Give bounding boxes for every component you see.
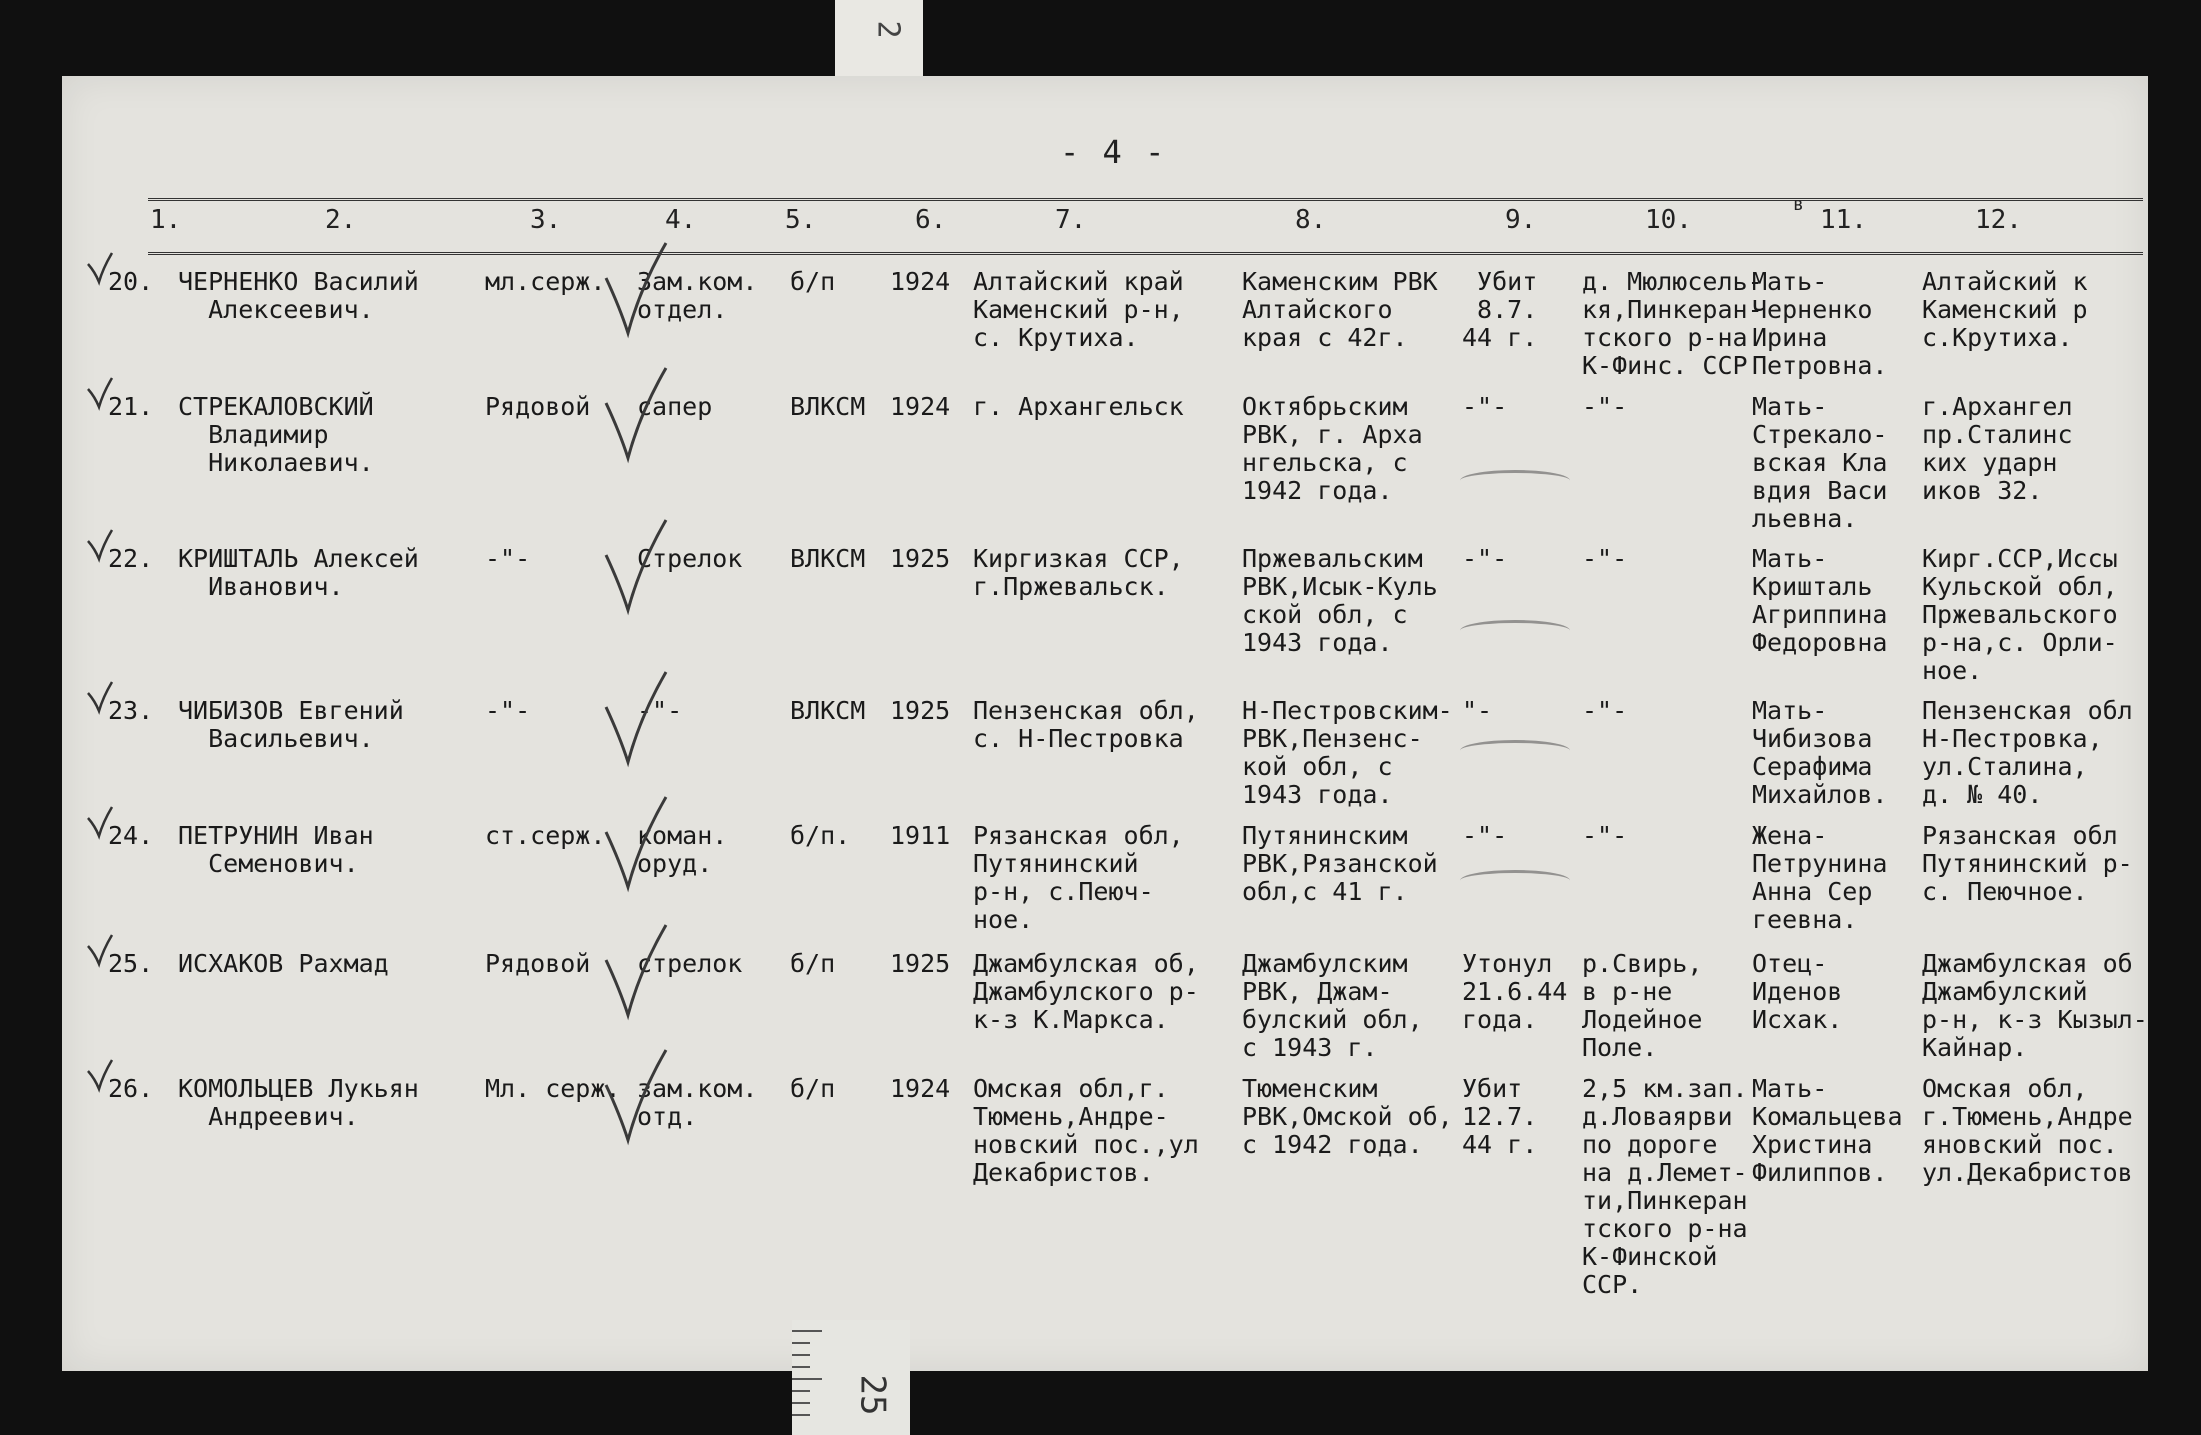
check-mark-icon <box>600 920 670 1030</box>
cell-drafted: Тюменским РВК,Омской об, с 1942 года. <box>1242 1074 1453 1159</box>
cell-name: КРИШТАЛЬ Алексей Иванович. <box>178 544 419 601</box>
cell-position: сапер <box>637 392 713 421</box>
margin-tick-icon <box>85 679 115 715</box>
cell-rank: Мл. серж. <box>485 1074 621 1103</box>
cell-address: г.Архангел пр.Сталинс ких ударн иков 32. <box>1922 392 2073 505</box>
cell-address: Кирг.ССР,Иссы Кульской обл, Пржевальского р-на,с. Орли- ное. <box>1922 544 2118 685</box>
header-rule-top <box>148 198 2143 201</box>
header-mark: в <box>1793 194 1804 215</box>
column-header: 3. <box>530 205 562 235</box>
cell-fate: "- <box>1462 696 1493 725</box>
column-header: 1. <box>150 205 182 235</box>
cell-party: б/п <box>790 1074 836 1103</box>
margin-tick-icon <box>85 527 115 563</box>
cell-party: б/п <box>790 949 836 978</box>
cell-relative: Мать- Стрекало- вская Кла вдия Васи льевна. <box>1752 392 1888 533</box>
cell-fate: -"- <box>1462 392 1508 421</box>
cell-position: Стрелок <box>637 544 743 573</box>
cell-drafted: Джамбулским РВК, Джам- булский обл, с 1943 г. <box>1242 949 1423 1062</box>
ruler-top-number: 2 <box>870 20 906 39</box>
cell-relative: Жена- Петрунина Анна Сер геевна. <box>1752 821 1888 934</box>
cell-birthplace: Рязанская обл, Путянинский р-н, с.Пеюч- ное. <box>973 821 1184 934</box>
cell-party: ВЛКСМ <box>790 544 866 573</box>
cell-burial: -"- <box>1582 392 1628 421</box>
cell-address: Пензенская обл Н-Пестровка, ул.Сталина, д. № 40. <box>1922 696 2133 809</box>
cell-relative: Мать- Комальцева Христина Филиппов. <box>1752 1074 1903 1187</box>
cell-birthplace: Джамбулская об, Джамбулского р- к-з К.Маркса. <box>973 949 1199 1034</box>
cell-year: 1924 <box>890 392 951 421</box>
cell-name: ЧИБИЗОВ Евгений Васильевич. <box>178 696 404 753</box>
cell-party: ВЛКСМ <box>790 696 866 725</box>
cell-position: стрелок <box>637 949 743 978</box>
cell-position: зам.ком. отд. <box>637 1074 758 1131</box>
margin-tick-icon <box>85 932 115 968</box>
column-header: 9. <box>1505 205 1537 235</box>
column-header: 6. <box>915 205 947 235</box>
cell-year: 1925 <box>890 696 951 725</box>
cell-birthplace: г. Архангельск <box>973 392 1184 421</box>
cell-rank: ст.серж. <box>485 821 606 850</box>
cell-party: б/п <box>790 267 836 296</box>
cell-relative: Мать- Чибизова Серафима Михайлов. <box>1752 696 1888 809</box>
cell-num: 25. <box>108 949 154 978</box>
pencil-scribble <box>1460 470 1570 491</box>
cell-birthplace: Киргизкая ССР, г.Пржевальск. <box>973 544 1184 601</box>
pencil-scribble <box>1460 740 1570 761</box>
cell-burial: р.Свирь, в р-не Лодейное Поле. <box>1582 949 1703 1062</box>
cell-address: Омская обл, г.Тюмень,Андре яновский пос. ул.Декабристов <box>1922 1074 2133 1187</box>
cell-year: 1924 <box>890 1074 951 1103</box>
column-header: 12. <box>1975 205 2022 235</box>
cell-relative: Мать- Кришталь Агриппина Федоровна <box>1752 544 1888 657</box>
cell-year: 1925 <box>890 544 951 573</box>
cell-fate: Убит 12.7. 44 г. <box>1462 1074 1538 1159</box>
column-header: 7. <box>1055 205 1087 235</box>
cell-fate: Убит 8.7. 44 г. <box>1462 267 1538 352</box>
margin-tick-icon <box>85 375 115 411</box>
check-mark-icon <box>600 1045 670 1155</box>
check-mark-icon <box>600 667 670 777</box>
cell-relative: Отец- Иденов Исхак. <box>1752 949 1843 1034</box>
cell-name: ЧЕРНЕНКО Василий Алексеевич. <box>178 267 419 324</box>
cell-name: ИСХАКОВ Рахмад <box>178 949 389 978</box>
cell-name: СТРЕКАЛОВСКИЙ Владимир Николаевич. <box>178 392 374 477</box>
cell-rank: мл.серж. <box>485 267 606 296</box>
margin-tick-icon <box>85 804 115 840</box>
column-header: 2. <box>325 205 357 235</box>
cell-birthplace: Алтайский край Каменский р-н, с. Крутиха. <box>973 267 1184 352</box>
cell-rank: Рядовой <box>485 392 591 421</box>
margin-tick-icon <box>85 1057 115 1093</box>
cell-burial: 2,5 км.зап. д.Ловаярви по дороге на д.Лемет- ти,Пинкеран тского р-на К-Финской ССР. <box>1582 1074 1748 1299</box>
cell-burial: -"- <box>1582 544 1628 573</box>
cell-birthplace: Омская обл,г. Тюмень,Андре- новский пос.,ул Декабристов. <box>973 1074 1199 1187</box>
column-header: 8. <box>1295 205 1327 235</box>
cell-burial: д. Мюлюсель- кя,Пинкеран- тского р-на К-Финс. ССР <box>1582 267 1763 380</box>
cell-rank: Рядовой <box>485 949 591 978</box>
check-mark-icon <box>600 515 670 625</box>
cell-burial: -"- <box>1582 821 1628 850</box>
cell-position: коман. оруд. <box>637 821 728 878</box>
cell-num: 24. <box>108 821 154 850</box>
cell-drafted: Каменским РВК Алтайского края с 42г. <box>1242 267 1438 352</box>
cell-position: -"- <box>637 696 683 725</box>
pencil-scribble <box>1460 620 1570 641</box>
check-mark-icon <box>600 238 670 348</box>
cell-relative: Мать- Черненко Ирина Петровна. <box>1752 267 1888 380</box>
column-header: 10. <box>1645 205 1692 235</box>
header-rule-bottom <box>148 252 2143 255</box>
cell-fate: -"- <box>1462 821 1508 850</box>
cell-num: 22. <box>108 544 154 573</box>
margin-tick-icon <box>85 250 115 286</box>
cell-drafted: Октябрьским РВК, г. Арха нгельска, с 1942 года. <box>1242 392 1423 505</box>
column-header: 4. <box>665 205 697 235</box>
cell-num: 26. <box>108 1074 154 1103</box>
cell-address: Рязанская обл Путянинский р- с. Пеючное. <box>1922 821 2133 906</box>
cell-rank: -"- <box>485 696 531 725</box>
cell-name: ПЕТРУНИН Иван Семенович. <box>178 821 374 878</box>
cell-fate: Утонул 21.6.44 года. <box>1462 949 1568 1034</box>
cell-year: 1911 <box>890 821 951 850</box>
cell-position: Зам.ком. отдел. <box>637 267 758 324</box>
ruler-bottom <box>792 1320 910 1435</box>
pencil-scribble <box>1460 870 1570 891</box>
ruler-bottom-number: 25 <box>852 1374 893 1416</box>
cell-burial: -"- <box>1582 696 1628 725</box>
cell-address: Джамбулская об Джамбулский р-н, к-з Кызыл- Кайнар. <box>1922 949 2148 1062</box>
cell-drafted: Н-Пестровским- РВК,Пензенс- кой обл, с 1943 года. <box>1242 696 1453 809</box>
check-mark-icon <box>600 363 670 473</box>
check-mark-icon <box>600 792 670 902</box>
cell-name: КОМОЛЬЦЕВ Лукьян Андреевич. <box>178 1074 419 1131</box>
cell-party: ВЛКСМ <box>790 392 866 421</box>
cell-drafted: Путянинским РВК,Рязанской обл,с 41 г. <box>1242 821 1438 906</box>
cell-address: Алтайский к Каменский р с.Крутиха. <box>1922 267 2088 352</box>
cell-party: б/п. <box>790 821 851 850</box>
cell-drafted: Пржевальским РВК,Исык-Куль ской обл, с 1943 года. <box>1242 544 1438 657</box>
cell-rank: -"- <box>485 544 531 573</box>
cell-year: 1924 <box>890 267 951 296</box>
cell-birthplace: Пензенская обл, с. Н-Пестровка <box>973 696 1199 753</box>
column-header: 11. <box>1820 205 1867 235</box>
cell-num: 21. <box>108 392 154 421</box>
cell-num: 23. <box>108 696 154 725</box>
cell-num: 20. <box>108 267 154 296</box>
cell-fate: -"- <box>1462 544 1508 573</box>
cell-year: 1925 <box>890 949 951 978</box>
column-header: 5. <box>785 205 817 235</box>
page-number: - 4 - <box>1060 133 1167 171</box>
